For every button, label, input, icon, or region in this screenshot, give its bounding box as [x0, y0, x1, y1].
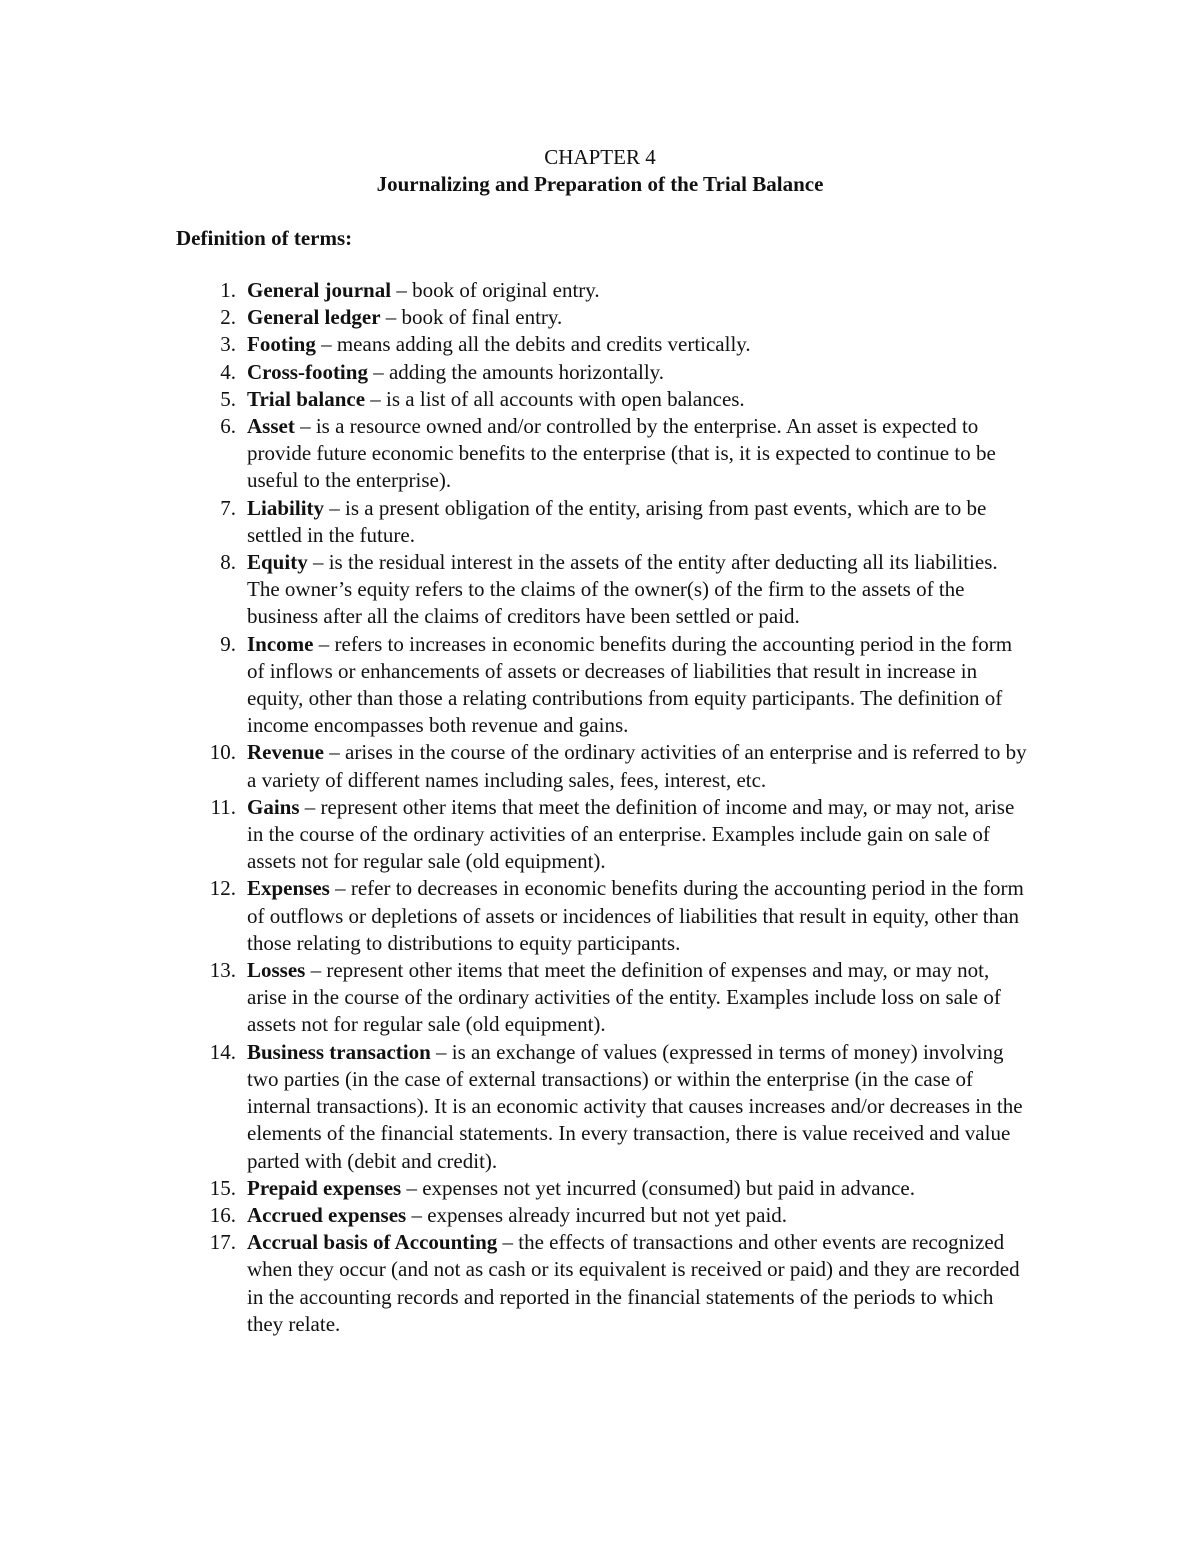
term-name: Business transaction: [247, 1039, 431, 1064]
term-definition: is a resource owned and/or controlled by the enterprise. An asset is expected to provide future economic benefits to the enterprise (that is, it is expected to continue to be useful to the enterprise).: [247, 414, 996, 493]
term-definition: book of final entry.: [401, 305, 563, 330]
item-number: 3.: [220, 332, 236, 357]
term-definition: is a list of all accounts with open balances.: [386, 386, 745, 411]
definition-item: [0, 875, 1200, 957]
term-name: Equity: [247, 550, 308, 575]
item-number: 1.: [220, 278, 236, 302]
term-definition: arises in the course of the ordinary activities of an enterprise and is referred to by a variety of different names including sales, fees, interest, etc.: [247, 740, 1027, 792]
term-separator: –: [329, 495, 340, 520]
item-number: 17.: [209, 1230, 236, 1255]
term-name: Gains: [247, 794, 300, 819]
definition-item: [0, 739, 1200, 793]
definition-item: [0, 1229, 1200, 1338]
chapter-title: Journalizing and Preparation of the Trial Balance: [376, 172, 824, 196]
term-name: Revenue: [247, 740, 324, 765]
term-name: Income: [247, 631, 314, 656]
term-name: Prepaid expenses: [247, 1175, 402, 1200]
definition-item: [0, 331, 1200, 358]
term-definition: expenses already incurred but not yet paid.: [427, 1202, 788, 1227]
item-number: 14.: [209, 1039, 236, 1064]
definition-item: [0, 495, 1200, 549]
term-definition: expenses not yet incurred (consumed) but paid in advance.: [422, 1175, 915, 1200]
definition-item: [0, 413, 1200, 495]
term-name: Footing: [247, 332, 316, 357]
item-number: 10.: [209, 740, 236, 765]
term-separator: –: [304, 794, 316, 819]
term-definition: represent other items that meet the definition of expenses and may, or may not, arise in the course of the ordinary activities of the entity. Examples include loss on sale of assets not for regular sale (old equipment).: [247, 958, 1001, 1037]
definition-item: [0, 794, 1200, 876]
item-number: 2.: [220, 305, 236, 330]
term-separator: –: [411, 1202, 422, 1227]
term-name: General journal: [247, 278, 392, 302]
term-name: Asset: [247, 414, 295, 439]
definition-item: [0, 631, 1200, 740]
term-name: Accrued expenses: [247, 1202, 407, 1227]
term-name: Trial balance: [247, 386, 366, 411]
term-name: Losses: [247, 958, 306, 983]
term-definition: represent other items that meet the definition of income and may, or may not, arise in the course of the ordinary activities of an enterprise. Examples include gain on sale of assets not for regular sale (old equipment).: [247, 794, 1015, 874]
term-definition: the effects of transactions and other events are recognized when they occur (and not as cash or its equivalent is received or paid) and they are recorded in the accounting records and reported in the financial statements of the periods to which they relate.: [247, 1230, 1020, 1336]
section-heading: Definition of terms:: [176, 226, 353, 250]
definition-item: [0, 1202, 1200, 1229]
term-name: Expenses: [247, 876, 330, 901]
item-number: 9.: [220, 631, 236, 656]
term-separator: –: [385, 305, 397, 330]
term-definition: is the residual interest in the assets of the entity after deducting all its liabilities. The owner’s equity refers to the claims of the owner(s) of the firm to the assets of the business after all the claims of creditors have been settled or paid.: [247, 550, 998, 629]
term-separator: –: [396, 278, 407, 302]
definition-item: [0, 304, 1200, 331]
item-number: 12.: [209, 876, 236, 901]
item-number: 16.: [209, 1202, 236, 1227]
term-separator: –: [406, 1175, 417, 1200]
item-number: 7.: [220, 495, 236, 520]
definition-item: [0, 1039, 1200, 1175]
term-separator: –: [321, 332, 332, 357]
term-name: Cross-footing: [247, 359, 368, 384]
item-number: 4.: [220, 359, 236, 384]
definitions-list: [0, 277, 1200, 1338]
term-separator: –: [373, 359, 384, 384]
item-number: 8.: [220, 550, 236, 575]
term-definition: refer to decreases in economic benefits during the accounting period in the form of outflows or depletions of assets or incidences of liabilities that result in equity, other than those relating to distributions to equity participants.: [247, 876, 1024, 955]
term-separator: –: [310, 958, 322, 983]
definition-item: [0, 277, 1200, 304]
definition-item: [0, 386, 1200, 413]
item-number: 15.: [209, 1175, 236, 1200]
term-name: General ledger: [247, 305, 381, 330]
term-separator: –: [318, 631, 330, 656]
term-definition: refers to increases in economic benefits during the accounting period in the form of inflows or enhancements of assets or decreases of liabilities that result in increase in equity, other than those a relating contributions from equity participants. The definition of income encompasses both revenue and gains.: [247, 631, 1013, 738]
definition-item: [0, 1175, 1200, 1202]
term-definition: book of original entry.: [412, 278, 600, 302]
term-separator: –: [300, 414, 311, 439]
definition-item: [0, 549, 1200, 631]
item-number: 11.: [210, 794, 236, 819]
item-number: 6.: [220, 414, 236, 439]
term-separator: –: [335, 876, 346, 901]
term-definition: is a present obligation of the entity, arising from past events, which are to be settled in the future.: [247, 495, 987, 547]
chapter-heading: CHAPTER 4: [544, 145, 656, 169]
item-number: 13.: [209, 958, 236, 983]
term-separator: –: [502, 1230, 514, 1255]
definition-item: [0, 957, 1200, 1039]
term-name: Accrual basis of Accounting: [247, 1230, 498, 1255]
term-name: Liability: [247, 495, 325, 520]
term-separator: –: [370, 386, 381, 411]
item-number: 5.: [220, 386, 236, 411]
term-separator: –: [436, 1039, 447, 1064]
definition-item: [0, 359, 1200, 386]
term-separator: –: [312, 550, 324, 575]
term-definition: is an exchange of values (expressed in terms of money) involving two parties (in the case of external transactions) or within the enterprise (in the case of internal transactions). It is an economic activity that causes increases and/or decreases in the elements of the financial statements. In every transaction, there is value received and value parted with (debit and credit).: [247, 1039, 1023, 1173]
term-separator: –: [329, 740, 340, 765]
term-definition: adding the amounts horizontally.: [388, 359, 665, 384]
term-definition: means adding all the debits and credits vertically.: [336, 332, 751, 357]
